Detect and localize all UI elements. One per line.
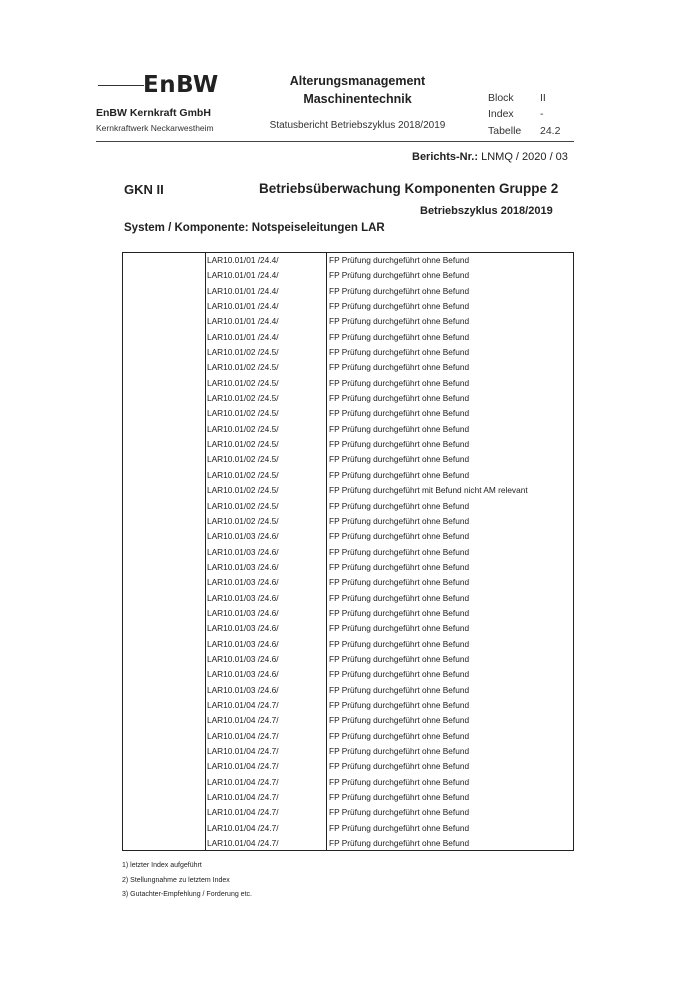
index-value: - [540,108,544,120]
component-id-cell: LAR10.01/03 /24.6/ [207,653,279,664]
component-id-cell: LAR10.01/01 /24.4/ [207,255,279,265]
inspection-result-cell: FP Prüfung durchgeführt ohne Befund [329,331,470,342]
component-id-cell: LAR10.01/01 /24.4/ [207,270,279,281]
component-id-cell: LAR10.01/02 /24.5/ [207,377,279,388]
component-id-cell: LAR10.01/04 /24.7/ [207,838,279,849]
inspection-result-cell: FP Prüfung durchgeführt ohne Befund [329,715,470,726]
table-row [122,822,574,837]
component-id-cell: LAR10.01/03 /24.6/ [207,623,279,634]
inspection-result-cell: FP Prüfung durchgeführt ohne Befund [329,577,470,588]
inspection-result-cell: FP Prüfung durchgeführt ohne Befund [329,439,470,450]
table-row [122,530,574,545]
inspection-result-cell: FP Prüfung durchgeführt ohne Befund [329,531,470,542]
plant-unit: GKN II [124,182,164,197]
table-row [122,269,574,284]
table-row [122,285,574,300]
inspection-result-cell: FP Prüfung durchgeführt ohne Befund [329,838,470,849]
report-number-value: LNMQ / 2020 / 03 [481,151,568,163]
block-value: II [540,92,546,104]
table-row [122,377,574,392]
component-id-cell: LAR10.01/02 /24.5/ [207,423,279,434]
component-id-cell: LAR10.01/03 /24.6/ [207,638,279,649]
table-row [122,407,574,422]
table-row [122,653,574,668]
header-rule [96,141,574,142]
table-row [122,346,574,361]
table-row [122,484,574,499]
component-id-cell: LAR10.01/02 /24.5/ [207,393,279,404]
table-row [122,315,574,330]
component-id-cell: LAR10.01/01 /24.4/ [207,285,279,296]
component-id-cell: LAR10.01/03 /24.6/ [207,531,279,542]
component-id-cell: LAR10.01/02 /24.5/ [207,454,279,465]
component-id-cell: LAR10.01/03 /24.6/ [207,561,279,572]
table-row [122,392,574,407]
inspection-result-cell: FP Prüfung durchgeführt ohne Befund [329,669,470,680]
component-id-cell: LAR10.01/03 /24.6/ [207,546,279,557]
footnote-3: 3) Gutachter-Empfehlung / Forderung etc. [122,891,252,898]
inspection-result-cell: FP Prüfung durchgeführt ohne Befund [329,746,470,756]
table-row [122,699,574,714]
table-row [122,730,574,745]
component-id-cell: LAR10.01/04 /24.7/ [207,715,279,726]
footnote-1: 1) letzter Index aufgeführt [122,862,202,869]
component-id-cell: LAR10.01/02 /24.5/ [207,439,279,450]
table-row [122,423,574,438]
component-id-cell: LAR10.01/01 /24.4/ [207,316,279,327]
inspection-result-cell: FP Prüfung durchgeführt ohne Befund [329,561,470,572]
table-row [122,760,574,775]
table-row [122,469,574,484]
operating-cycle: Betriebszyklus 2018/2019 [420,205,553,217]
footnote-2: 2) Stellungnahme zu letztem Index [122,877,230,884]
table-row [122,453,574,468]
component-id-cell: LAR10.01/03 /24.6/ [207,592,279,603]
component-id-cell: LAR10.01/02 /24.5/ [207,469,279,480]
component-id-cell: LAR10.01/01 /24.4/ [207,331,279,342]
inspection-result-cell: FP Prüfung durchgeführt ohne Befund [329,500,470,511]
component-id-cell: LAR10.01/04 /24.7/ [207,776,279,787]
inspection-result-cell: FP Prüfung durchgeführt ohne Befund [329,546,470,557]
logo-line [98,85,144,86]
table-row [122,254,574,269]
component-id-cell: LAR10.01/03 /24.6/ [207,669,279,680]
inspection-result-cell: FP Prüfung durchgeführt ohne Befund [329,377,470,388]
table-row [122,745,574,760]
table-row [122,776,574,791]
inspection-result-cell: FP Prüfung durchgeführt ohne Befund [329,792,470,803]
document-title-line2: Maschinentechnik [303,92,412,106]
table-row [122,791,574,806]
component-id-cell: LAR10.01/02 /24.5/ [207,362,279,373]
table-row [122,576,574,591]
component-id-cell: LAR10.01/04 /24.7/ [207,807,279,818]
table-row [122,714,574,729]
index-label: Index [488,108,514,120]
system-component: System / Komponente: Notspeiseleitungen LAR [124,222,385,234]
block-label: Block [488,92,514,104]
table-row [122,668,574,683]
inspection-result-cell: FP Prüfung durchgeführt ohne Befund [329,623,470,634]
report-number [412,151,568,163]
table-row [122,622,574,637]
inspection-result-cell: FP Prüfung durchgeführt ohne Befund [329,699,470,710]
inspection-result-cell: FP Prüfung durchgeführt mit Befund nicht AM relevant [329,485,528,496]
table-row [122,684,574,699]
component-id-cell: LAR10.01/01 /24.4/ [207,301,279,312]
inspection-result-cell: FP Prüfung durchgeführt ohne Befund [329,730,470,741]
component-id-cell: LAR10.01/02 /24.5/ [207,515,279,526]
plant-name: Kernkraftwerk Neckarwestheim [96,123,214,133]
enbw-logo: EnBW [143,72,219,98]
inspection-result-cell: FP Prüfung durchgeführt ohne Befund [329,408,470,419]
inspection-result-cell: FP Prüfung durchgeführt ohne Befund [329,653,470,664]
table-row [122,806,574,821]
inspection-result-cell: FP Prüfung durchgeführt ohne Befund [329,469,470,480]
inspection-result-cell: FP Prüfung durchgeführt ohne Befund [329,423,470,434]
table-row [122,515,574,530]
component-id-cell: LAR10.01/02 /24.5/ [207,500,279,511]
component-id-cell: LAR10.01/02 /24.5/ [207,347,279,358]
inspection-result-cell: FP Prüfung durchgeführt ohne Befund [329,255,470,265]
inspection-result-cell: FP Prüfung durchgeführt ohne Befund [329,807,470,818]
component-id-cell: LAR10.01/04 /24.7/ [207,792,279,803]
inspection-result-cell: FP Prüfung durchgeführt ohne Befund [329,515,470,526]
inspection-result-cell: FP Prüfung durchgeführt ohne Befund [329,316,470,327]
component-id-cell: LAR10.01/04 /24.7/ [207,822,279,833]
component-id-cell: LAR10.01/02 /24.5/ [207,408,279,419]
inspection-result-cell: FP Prüfung durchgeführt ohne Befund [329,776,470,787]
table-row [122,607,574,622]
table-row [122,638,574,653]
component-id-cell: LAR10.01/03 /24.6/ [207,577,279,588]
inspection-result-cell: FP Prüfung durchgeführt ohne Befund [329,301,470,312]
report-number-label: Berichts-Nr.: [412,151,479,163]
table-row [122,361,574,376]
inspection-result-cell: FP Prüfung durchgeführt ohne Befund [329,607,470,618]
inspection-result-cell: FP Prüfung durchgeführt ohne Befund [329,393,470,404]
inspection-result-cell: FP Prüfung durchgeführt ohne Befund [329,362,470,373]
table-rows [122,254,574,852]
inspection-result-cell: FP Prüfung durchgeführt ohne Befund [329,347,470,358]
component-id-cell: LAR10.01/04 /24.7/ [207,761,279,772]
component-id-cell: LAR10.01/02 /24.5/ [207,485,279,496]
inspection-result-cell: FP Prüfung durchgeführt ohne Befund [329,822,470,833]
component-id-cell: LAR10.01/04 /24.7/ [207,730,279,741]
table-row [122,546,574,561]
inspection-result-cell: FP Prüfung durchgeführt ohne Befund [329,454,470,465]
component-id-cell: LAR10.01/03 /24.6/ [207,607,279,618]
table-row [122,837,574,852]
table-row [122,331,574,346]
company-name: EnBW Kernkraft GmbH [96,107,211,119]
inspection-result-cell: FP Prüfung durchgeführt ohne Befund [329,638,470,649]
inspection-result-cell: FP Prüfung durchgeführt ohne Befund [329,684,470,695]
component-id-cell: LAR10.01/04 /24.7/ [207,699,279,710]
table-row [122,561,574,576]
inspection-result-cell: FP Prüfung durchgeführt ohne Befund [329,761,470,772]
inspection-result-cell: FP Prüfung durchgeführt ohne Befund [329,592,470,603]
table-row [122,438,574,453]
document-title-line1: Alterungsmanagement [289,74,426,88]
inspection-result-cell: FP Prüfung durchgeführt ohne Befund [329,285,470,296]
table-row [122,500,574,515]
status-report-label: Statusbericht Betriebszyklus 2018/2019 [269,120,446,131]
section-title: Betriebsüberwachung Komponenten Gruppe 2 [259,181,559,196]
table-label: Tabelle [488,125,522,137]
inspection-result-cell: FP Prüfung durchgeführt ohne Befund [329,270,470,281]
component-id-cell: LAR10.01/03 /24.6/ [207,684,279,695]
table-row [122,592,574,607]
component-id-cell: LAR10.01/04 /24.7/ [207,746,279,756]
table-value: 24.2 [540,125,561,137]
table-row [122,300,574,315]
